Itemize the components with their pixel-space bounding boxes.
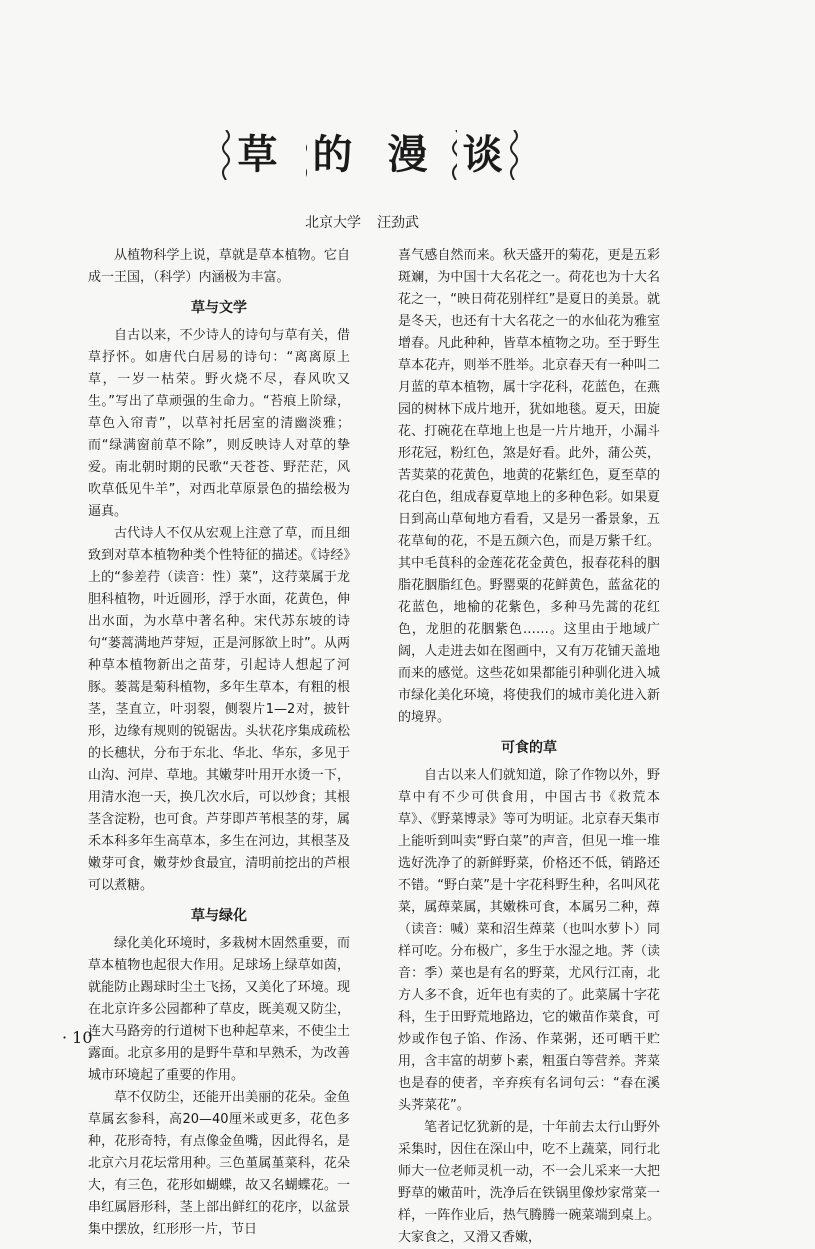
title-char-1: 草 (232, 130, 284, 180)
title-char-4: 谈 (457, 130, 509, 180)
title-char-2: 的 (307, 130, 359, 180)
section-heading-greening: 草与绿化 (191, 908, 247, 924)
paragraph: 自古以来，不少诗人的诗句与草有关，借草抒怀。如唐代白居易的诗句：“离离原上草，一岁一枯荣。野火烧不尽，春风吹又生。”写出了草顽强的生命力。“苔痕上阶绿，草色入帘青”，以草衬托居室的清幽淡雅；而“绿满窗前草不除”，则反映诗人对草的挚爱。南北朝时期的民歌“天苍苍、野茫茫，风吹草低见牛羊”，对西北草原景色的描绘极为逼真。 (88, 328, 350, 519)
section-heading-literature: 草与文学 (191, 300, 247, 316)
paragraph: 笔者记忆犹新的是，十年前去太行山野外采集时，因住在深山中，吃不上蔬菜，同行北师大一位老师灵机一动，不一会儿采来一大把野草的嫩苗叶，洗净后在铁锅里像炒家常菜一样，一阵作业后，热气腾腾一碗菜端到桌上。大家食之，又滑又香嫩， (398, 1120, 660, 1245)
paragraph: 自古以来人们就知道，除了作物以外，野草中有不少可供食用，中国古书《救荒本草》、《野菜博录》等可为明证。北京春天集市上能听到叫卖“野白菜”的声音，但见一堆一堆选好洗净了的新鲜野菜，价格还不低，销路还不错。“野白菜”是十字花科野生种，名叫风花菜，属蔊菜属，其嫩株可食，本属另二种，蔊（读音：喊）菜和沼生蔊菜（也叫水萝卜）同样可吃。分布极广，多生于水湿之地。荠（读音：季）菜也是有名的野菜，尤风行江南，北方人多不食，近年也有卖的了。此菜属十字花科，生于田野荒地路边，它的嫩苗作菜食，可炒或作包子馅、作汤、作菜粥，还可晒干贮用，含丰富的胡萝卜素，粗蛋白等营养。荠菜也是春的使者，辛弃疾有名词句云：“春在溪头荠菜花”。 (398, 768, 660, 1113)
paragraph: 绿化美化环境时，多栽树木固然重要，而草本植物也起很大作用。足球场上绿草如茵，就能防止踢球时尘土飞扬，又美化了环境。现在北京许多公园都种了草皮，既美观又防尘，连大马路旁的行道树下也种起草来，不使尘土露面。北京多用的是野牛草和早熟禾，为改善城市环境起了重要的作用。 (88, 936, 350, 1083)
byline (305, 212, 419, 232)
title-char-3: 漫 (382, 130, 434, 180)
right-column (398, 245, 660, 1249)
author-affiliation: 北京大学 (305, 215, 361, 231)
page-number: · 10 (62, 1028, 93, 1047)
paragraph: 古代诗人不仅从宏观上注意了草，而且细致到对草本植物种类个性特征的描述。《诗经》上的“参差荇（读音：性）菜”，这荇菜属于龙胆科植物，叶近圆形，浮于水面，花黄色，伸出水面，为水草中著名种。宋代苏东坡的诗句“蒌蒿满地芦芽短，正是河豚欲上时”。从两种草本植物新出之苗芽，引起诗人想起了河豚。蒌蒿是菊科植物，多年生草本，有粗的根茎，茎直立，叶羽裂，侧裂片1—2对，披针形，边缘有规则的锐锯齿。头状花序集成疏松的长穗状，分布于东北、华北、华东，多见于山沟、河岸、草地。其嫩芽叶用开水烫一下，用清水泡一天，换几次水后，可以炒食；其根茎含淀粉，也可食。芦芽即芦苇根茎的芽，属禾本科多年生高草本，多生在河边，其根茎及嫩芽可食，嫩芽炒食最宜，清明前挖出的芦根可以煮糖。 (88, 526, 350, 893)
paragraph: 草不仅防尘，还能开出美丽的花朵。金鱼草属玄参科，高20—40厘米或更多，花色多种，花形奇特，有点像金鱼嘴，因此得名，是北京六月花坛常用种。三色堇属堇菜科，花朵大，有三色，花形如蝴蝶，故又名蝴蝶花。一串红属唇形科，茎上部出鲜红的花序，以盆景集中摆放，红形形一片，节日 (88, 1090, 350, 1237)
title-ornament-left (220, 130, 232, 180)
section-heading-edible: 可食的草 (501, 740, 557, 756)
intro-paragraph: 从植物科学上说，草就是草本植物。它自成一王国，（科学）内涵极为丰富。 (88, 248, 350, 285)
author-name: 汪劲武 (377, 215, 419, 231)
continued-paragraph: 喜气感自然而来。秋天盛开的菊花，更是五彩斑斓，为中国十大名花之一。荷花也为十大名花之一，“映日荷花别样红”是夏日的美景。就是冬天，也还有十大名花之一的水仙花为雅室增春。凡此种种，皆草本植物之功。至于野生草本花卉，则举不胜举。北京春天有一种叫二月蓝的草本植物，属十字花科，花蓝色，在燕园的树林下成片地开，犹如地毯。夏天，田旋花、打碗花在草地上也是一片片地开，小漏斗形花冠，粉红色，煞是好看。此外，蒲公英，苦荬菜的花黄色，地黄的花紫红色，夏至草的花白色，组成春夏草地上的多种色彩。如果夏日到高山草甸地方看看，又是另一番景象，五花草甸的花，不是五颜六色，而是万紫千红。其中毛茛科的金莲花花金黄色，报春花科的胭脂花胭脂红色。野罂粟的花鲜黄色，蓝盆花的花蓝色，地榆的花紫色，多种马先蒿的花红色，龙胆的花胭紫色……。这里由于地域广阔，人走进去如在图画中，又有万花铺天盖地而来的感觉。这些花如果都能引种驯化进入城市绿化美化环境，将使我们的城市美化进入新的境界。 (398, 248, 660, 725)
left-column (88, 245, 350, 1241)
title-ornament-right (508, 130, 520, 180)
article-title (220, 130, 520, 180)
